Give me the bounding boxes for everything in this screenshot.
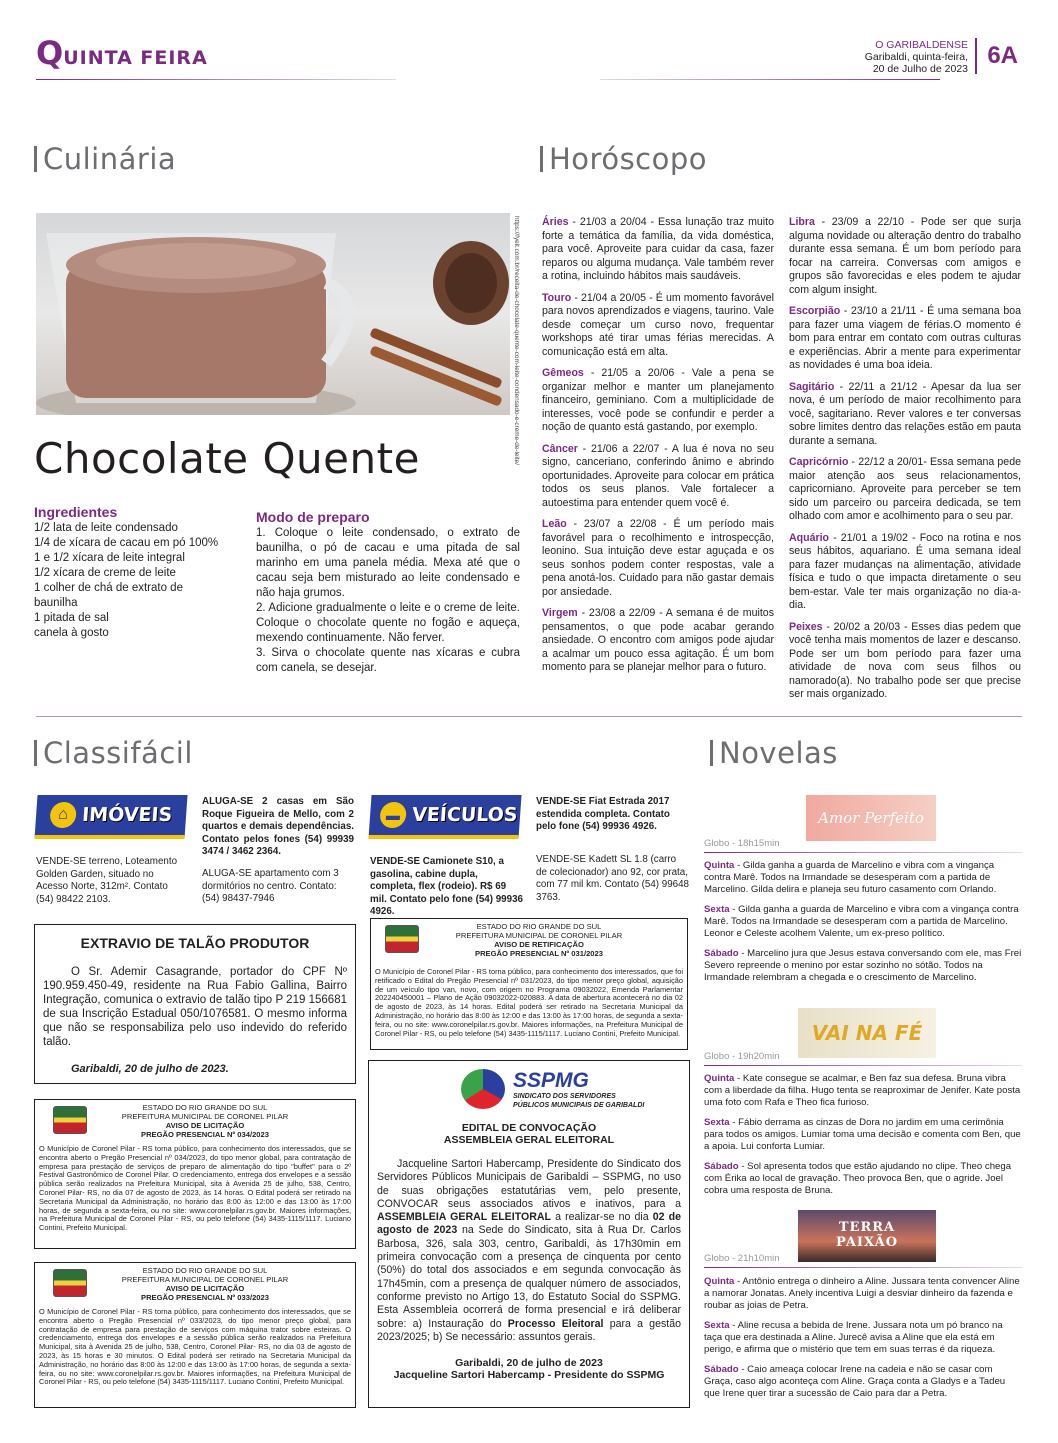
horoscope-entry: Escorpião - 23/10 a 21/11 - É uma semana boa para fazer uma viagem de férias.O momento é bom para entrar em contato com outras culturas e experiências. Abrir a mente para experimentar as novidades é uma boa ideia. xyxy=(789,305,1021,371)
novela-day-entry: Sexta - Gilda ganha a guarda de Marcelino e vibra com a vingança contra Marê. Todos na Irmandade se desesperam com a partida de Marcelino. Leonor e Celeste acolhem Valente, um ex-preso político. xyxy=(704,904,1019,939)
coat-of-arms-icon xyxy=(385,925,419,953)
horoscope-col-left xyxy=(542,216,774,675)
novela-day-entry: Quinta - Antônio entrega o dinheiro a Aline. Jussara tenta convencer Aline a namorar Jonatas. Anely incentiva Luigi a desviar dinheiro da fazenda e roubar as joias de Petra. xyxy=(704,1276,1020,1311)
notice-number: PREGÃO PRESENCIAL Nº 033/2023 xyxy=(141,1293,269,1302)
horoscope-entry: Peixes - 20/02 a 20/03 - Esses dias pedem que você tenha mais momentos de lazer e descanso. Pode ser um bom período para fazer uma atividade de nova com seus filhos ou namorado(a). No trabalho pode ser que precise ser mais organizado. xyxy=(789,620,1021,700)
recipe-photo xyxy=(36,213,510,415)
weekday-initial: Q xyxy=(36,34,64,72)
hot-chocolate-illustration xyxy=(36,213,510,415)
novela-day-entry: Sexta - Fábio derrama as cinzas de Dora no jardim em uma cerimônia para todos os amigos. Lumiar toma uma decisão e comenta com Ben, que a apoia. Lui conforta Lumiar. xyxy=(704,1117,1021,1152)
sspmg-logo-text: SSPMG xyxy=(513,1069,589,1092)
classified-ad: VENDE-SE Kadett SL 1.8 (carro de colecionador) ano 92, cor prata, com 77 mil km. Contato (54) 99648 3763. xyxy=(536,854,690,903)
notice-state: ESTADO DO RIO GRANDE DO SUL xyxy=(142,1266,268,1275)
novela-time: Globo - 18h15min xyxy=(704,838,780,849)
horoscope-entry: Áries - 21/03 a 20/04 - Essa lunação traz muito forte a temática da família, da vida doméstica, para você. Aproveite para cuidar da casa, fazer reparos ou alguma mudança. Vale também rever a rotina, incluindo hábitos mais saudáveis. xyxy=(542,216,774,282)
novela-time: Globo - 19h20min xyxy=(704,1051,780,1062)
novela-rule xyxy=(704,1065,1022,1066)
method-step: 2. Adicione gradualmente o leite e o creme de leite. Coloque o chocolate quente no fogão e aqueça, mexendo continuamente. Não ferver. xyxy=(256,602,520,644)
novela-day-entry: Sábado - Caio ameaça colocar Irene na cadeia e não se casar com Graça, caso algo aconteça com Aline. Graça conta a Gladys e a Tadeu que Irene quer tirar a sucessão de Caio para dar a Petra. xyxy=(704,1364,1006,1399)
notice-body: O Município de Coronel Pilar - RS torna público, para conhecimento dos interessados, que se encontra aberto o Pregão Presencial nº 034/2023, do tipo menor global, para contratação de empresa para prestação de serviços de preparo de alimentação do tipo "buffet" para o 2º Festival Gastronômico de Coronel Pilar. O credenciamento, entrega dos envelopes e a sessão pública serão realizados na Prefeitura Municipal, sita à Avenida 25 de julho, 538, Centro, Coronel Pilar- RS, no dia 07 de agosto de 2023, às 14 horas. O Edital poderá ser retirado na Secretaria Municipal da Administração, no horário das 8:00 às 12:00 e das 13:00 às 17:00 horas, de segunda a sexta-feira, ou no site: www.coronelpilar.rs.gov.br. Maiores informações, na Prefeitura Municipal de Coronel Pilar - RS, ou pelo telefone (54) 3435-1115/1117. Luciano Contini, Prefeito Municipal. xyxy=(39,1144,351,1233)
masthead-info xyxy=(865,39,968,75)
section-title-culinaria: Culinária xyxy=(34,142,176,176)
novela-logo-amor-perfeito: Amor Perfeito xyxy=(806,795,936,841)
imoveis-label: IMÓVEIS xyxy=(81,804,173,826)
novela-day-entry: Sábado - Sol apresenta todos que estão ajudando no clipe. Theo chega com Érika ao local de gravação. Theo provoca Ben, que o agride. Joel cobra uma resposta de Bruna. xyxy=(704,1161,1012,1196)
coat-of-arms-icon xyxy=(53,1269,87,1297)
weekday-label xyxy=(36,34,208,72)
novela-summary xyxy=(704,860,1022,992)
notice-number: PREGÃO PRESENCIAL Nº 031/2023 xyxy=(475,949,603,958)
notice-org: PREFEITURA MUNICIPAL DE CORONEL PILAR xyxy=(455,931,623,940)
notice-state: ESTADO DO RIO GRANDE DO SUL xyxy=(142,1103,268,1112)
notice-retificacao xyxy=(370,918,688,1050)
ingredient-item: 1 e 1/2 xícara de leite integral xyxy=(34,552,185,564)
photo-credit: https://fyeit.com.br/receita-de-chocolate-quente-com-leite-condensado-e-creme-de-leite/ xyxy=(513,216,520,465)
veiculos-label: VEÍCULOS xyxy=(411,804,519,826)
car-icon: ▬ xyxy=(379,802,407,828)
horoscope-entry: Capricórnio - 22/12 a 20/01- Essa semana pede maior atenção aos seus relacionamentos, capricorniano. Aproveite para perceber se tem sido um parceiro ou parceira dedicada, se tem olhado com amor e acolhimento para o seu par. xyxy=(789,456,1021,522)
header-rule xyxy=(36,79,396,80)
horoscope-entry: Touro - 21/04 a 20/05 - É um momento favorável para novos aprendizados e viagens, taurino. Vale desde começar um curso novo, frequentar workshops até tirar umas férias merecidas. A comunicação está em alta. xyxy=(542,291,774,358)
notice-body: O Município de Coronel Pilar - RS torna público, para conhecimento dos interessados, que se encontra aberto o Pregão Presencial nº 033/2023, do tipo menor preço global, para contratação de empresa para prestação de serviços com máquina trator sobre esteiras. O credenciamento, entrega dos envelopes e a sessão pública serão realizados na Prefeitura Municipal, sita à Avenida 25 de julho, 538, Centro, Coronel Pilar- RS, no dia 03 de agosto de 2023, às 15 horas e 30 minutos. O Edital poderá ser retirado na Secretaria Municipal da Administração, no horário das 8:00 às 12:00 e das 13:00 às 17:00 horas, de segunda a sexta-feira, ou no site: www.coronelpilar.rs.gov.br. Maiores informações, na Prefeitura Municipal de Coronel Pilar - RS, ou pelo telefone (54) 3435-1115/1117. Luciano Contini, Prefeito Municipal. xyxy=(39,1307,351,1387)
notice-org: PREFEITURA MUNICIPAL DE CORONEL PILAR xyxy=(121,1275,289,1284)
header-rule-right xyxy=(600,79,940,80)
ingredients-title: Ingredientes xyxy=(34,504,118,520)
sspmg-subtitle: ASSEMBLEIA GERAL ELEITORAL xyxy=(443,1134,615,1146)
horoscope-entry: Câncer - 21/06 a 22/07 - A lua é nova no seu signo, canceriano, conferindo ânimo e abrindo oportunidades. Aproveite para colocar em prática todos os seus planos. Vale fortalecer a autoestima para entender quem você é. xyxy=(542,442,774,509)
notice-body: O Município de Coronel Pilar - RS torna público, para conhecimento dos interessados, que foi retificado o Edital do Pregão Presencial nº 031/2023, do tipo menor preço global, aquisição de um veículo tipo van, novo, com origem no Programa 09032022, Emenda Parlamentar 202240450001 – Plano de Ação 09032022-020883. A data de abertura acontecerá no dia 02 de agosto de 2023, às 14 horas. Edital poderá ser retirado na Secretaria Municipal da Administração, no horário das 8:00 às 12:00 e das 13:00 às 17:00 horas, de segunda a sexta-feira, ou no site: www.coronelpilar.rs.gov.br. Maiores informações, na Prefeitura Municipal de Coronel Pilar - RS, ou pelo telefone (54) 3435-1115/1117. Luciano Contini, Prefeito Municipal. xyxy=(375,967,683,1038)
coat-of-arms-icon xyxy=(53,1106,87,1134)
horoscope-col-right xyxy=(789,216,1021,702)
horoscope-entry: Aquário - 21/01 a 19/02 - Foco na rotina e nos seus hábitos, aquariano. É uma semana ideal para fazer mudanças na alimentação, atividade física e tudo o que impacta diretamente o seu bem-estar. Vale ter mais organização no dia-a-dia. xyxy=(789,531,1021,611)
notice-state: ESTADO DO RIO GRANDE DO SUL xyxy=(476,922,602,931)
mid-rule xyxy=(36,716,1022,717)
novela-summary xyxy=(704,1276,1022,1408)
classified-ad: ALUGA-SE apartamento com 3 dormitórios no centro. Contato: (54) 98437-7946 xyxy=(202,868,339,904)
ingredient-item: 1/2 xícara de creme de leite xyxy=(34,567,176,579)
extravio-sign: Garibaldi, 20 de julho de 2023. xyxy=(71,1063,229,1075)
notice-licitacao-034 xyxy=(34,1099,356,1249)
veiculos-banner xyxy=(368,795,521,839)
novela-day-entry: Sábado - Marcelino jura que Jesus estava conversando com ele, mas Frei Severo repreende o menino por estar sozinho no sótão. Todos na Irmandade relembram a chegada e o crescimento de Marcelino. xyxy=(704,948,1022,983)
horoscope-entry: Libra - 23/09 a 22/10 - Pode ser que surja alguma novidade ou alteração dentro do trabalho durante essa semana. É um bom período para focar na carreira. Conversas com amigos e grupos são favorecidas e eles podem te ajudar com algum insight. xyxy=(789,216,1021,296)
extravio-title: EXTRAVIO DE TALÃO PRODUTOR xyxy=(80,935,310,951)
weekday-rest: UINTA FEIRA xyxy=(63,47,208,69)
ingredient-item: 1 colher de chá de extrato de baunilha xyxy=(34,582,183,609)
method-title: Modo de preparo xyxy=(256,509,370,525)
dateline: Garibaldi, quinta-feira, xyxy=(864,51,968,63)
notice-org: PREFEITURA MUNICIPAL DE CORONEL PILAR xyxy=(121,1112,289,1121)
novela-logo-vai-na-fe: VAI NA FÉ xyxy=(798,1008,936,1058)
paper-name: O GARIBALDENSE xyxy=(875,39,968,51)
method-step: 1. Coloque o leite condensado, o extrato de baunilha, o pó de cacau e uma pitada de sal marinho em uma panela média. Mexa até que o cacau seja bem misturado ao leite condensado e não haja grumos. xyxy=(256,527,520,599)
sspmg-emblem-icon xyxy=(461,1069,505,1109)
sspmg-title: EDITAL DE CONVOCAÇÃO xyxy=(461,1122,597,1134)
ingredient-item: 1/2 lata de leite condensado xyxy=(34,522,178,534)
novela-rule xyxy=(704,1267,1022,1268)
notice-kind: AVISO DE RETIFICAÇÃO xyxy=(494,940,584,949)
classified-ad: ALUGA-SE 2 casas em São Roque Figueira de Mello, com 2 quartos e demais dependências. Contato pelos fones (54) 99939 3474 / 3462 2364. xyxy=(202,796,354,857)
extravio-body: O Sr. Ademir Casagrande, portador do CPF Nº 190.959.450-49, residente na Rua Fabio Gallina, Bairro Integração, comunica o extravio de talão tipo P 219 156681 de sua Inscrição Estadual 050/1076581. O mesmo informa que não se responsabiliza pelo uso indevido do referido talão. xyxy=(43,966,347,1048)
sspmg-date: Garibaldi, 20 de julho de 2023 xyxy=(455,1357,603,1370)
extravio-notice xyxy=(34,924,356,1084)
method-step: 3. Sirva o chocolate quente nas xícaras e cubra com canela, se desejar. xyxy=(256,647,520,674)
notice-number: PREGÃO PRESENCIAL Nº 034/2023 xyxy=(141,1130,269,1139)
method-block xyxy=(256,509,520,676)
sspmg-notice xyxy=(368,1060,690,1408)
classified-ad: VENDE-SE Camionete S10, a gasolina, cabine dupla, completa, flex (rodeio). R$ 69 mil. Contato pelo fone (54) 99936 4926. xyxy=(370,856,523,917)
horoscope-entry: Leão - 23/07 a 22/08 - É um período mais favorável para o recolhimento e introspecção, leonino. Sua intuição deve estar aguçada e os seus sonhos podem conter respostas, vale a pena anotá-los. Cuidado para não gastar demais por ansiedade. xyxy=(542,518,774,598)
section-title-classificados: Classifácil xyxy=(34,736,193,770)
imoveis-banner xyxy=(34,795,187,839)
notice-licitacao-033 xyxy=(34,1262,356,1408)
section-title-horoscopo: Horóscopo xyxy=(540,142,707,176)
novela-summary xyxy=(704,1073,1022,1205)
page-divider xyxy=(975,38,977,74)
novela-logo-terra-e-paixao: TERRA PAIXÃO xyxy=(798,1210,936,1262)
page-header xyxy=(36,34,1026,84)
ingredient-item: canela à gosto xyxy=(34,627,109,639)
sspmg-logo-sub: PÚBLICOS MUNICIPAIS DE GARIBALDI xyxy=(513,1102,645,1109)
section-title-novelas: Novelas xyxy=(710,736,838,770)
notice-kind: AVISO DE LICITAÇÃO xyxy=(165,1284,245,1293)
sspmg-body: Jacqueline Sartori Habercamp, Presidente do Sindicato dos Servidores Públicos Municipais de Garibaldi – SSPMG, no uso de suas obrigações estatutárias vem, pelo presente, CONVOCAR seus associados ativos e inativos, para a ASSEMBLEIA GERAL ELEITORAL a realizar-se no dia 02 de agosto de 2023 na Sede do Sindicato, sita à Rua Dr. Carlos Barbosa, 326, sala 303, centro, Garibaldi, às 17h30min em primeira convocação com a presença de cinquenta por cento (50%) do total dos associados e em segunda convocação às 17h45min, com a presença de qualquer número de associados, conforme previsto no Artigo 13, do Estatuto Social do SSPMG. Esta Assembleia ocorrerá de forma presencial e irá deliberar sobre: a) Instauração do Processo Eleitoral para a gestão 2023/2025; b) Se necessário: assuntos gerais. xyxy=(377,1158,681,1343)
notice-kind: AVISO DE LICITAÇÃO xyxy=(165,1121,245,1130)
novela-day-entry: Sexta - Aline recusa a bebida de Irene. Jussara nota um pó branco na taça que era destinada a Aline. Jurecê avisa a Aline que ela está em perigo, e afirma que o mistério que tem em suas terras é da riqueza. xyxy=(704,1320,1003,1355)
ingredient-item: 1 pitada de sal xyxy=(34,612,109,624)
classified-ad: VENDE-SE Fiat Estrada 2017 estendida completa. Contato pelo fone (54) 99936 4926. xyxy=(536,796,670,832)
sspmg-logo xyxy=(377,1067,681,1117)
ingredients-block xyxy=(34,504,244,641)
page-number: 6A xyxy=(987,42,1018,69)
novela-day-entry: Quinta - Kate consegue se acalmar, e Ben faz sua defesa. Bruna vibra com a liberdade da filha. Hugo tenta se reaproximar de Jenifer. Kate posta uma foto com Rafa e Theo fica furioso. xyxy=(704,1073,1021,1108)
horoscope-entry: Gêmeos - 21/05 a 20/06 - Vale a pena se organizar melhor e manter um planejamento financeiro, geminiano. Com a multiplicidade de interesses, você pode se confundir e perder a noção de quanto está gastando, por exemplo. xyxy=(542,367,774,433)
horoscope-entry: Virgem - 23/08 a 22/09 - A semana é de muitos pensamentos, o que pode acabar gerando ansiedade. O encontro com amigos pode ajudar a acalmar um pouco essa agitação. É um bom momento para se planejar melhor para o futuro. xyxy=(542,607,774,673)
novela-day-entry: Quinta - Gilda ganha a guarda de Marcelino e vibra com a vingança contra Marê. Todos na Irmandade se desesperam com a partida de Marcelino. Gilda delira e planeja seu futuro casamento com Orlando. xyxy=(704,860,997,895)
sspmg-logo-sub: SINDICATO DOS SERVIDORES xyxy=(513,1093,616,1100)
novela-rule xyxy=(704,852,1022,853)
classified-ad: VENDE-SE terreno, Loteamento Golden Garden, situado no Acesso Norte, 312m². Contato (54) 98422 2103. xyxy=(36,856,178,905)
horoscope-entry: Sagitário - 22/11 a 21/12 - Apesar da lua ser nova, é um período de maior recolhimento para você, sagitariano. Rever valores e ter conversas sobre limites dentro das relações estão em pauta durante a semana. xyxy=(789,380,1021,447)
recipe-title: Chocolate Quente xyxy=(34,434,420,483)
house-icon: ⌂ xyxy=(49,802,77,828)
novela-time: Globo - 21h10min xyxy=(704,1253,780,1264)
sspmg-signature: Jacqueline Sartori Habercamp - Presidente do SSPMG xyxy=(393,1369,665,1382)
date: 20 de Julho de 2023 xyxy=(872,63,968,75)
ingredient-item: 1/4 de xícara de cacau em pó 100% xyxy=(34,537,219,549)
